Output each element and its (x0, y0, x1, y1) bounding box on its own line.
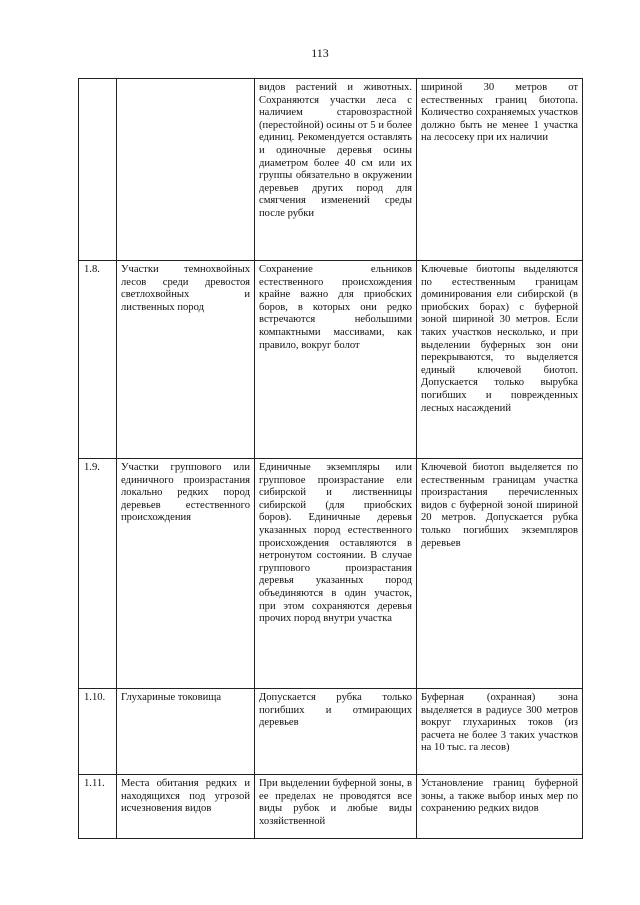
biotope-cell: Ключевой биотоп выделяется по естественным границам участка произрастания перечисленных видов с буферной зоной шириной 20 метров. Допускается рубка только погибших экземпляров деревьев (417, 459, 583, 689)
biotope-cell: Установление границ буферной зоны, а также выбор иных мер по сохранению редких видов (417, 775, 583, 839)
row-number-cell: 1.9. (79, 459, 117, 689)
object-cell: Участки темнохвойных лесов среди древостоя светлохвойных и лиственных пород (117, 261, 255, 459)
object-cell: Глухариные токовища (117, 689, 255, 775)
object-cell (117, 79, 255, 261)
measures-cell: Допускается рубка только погибших и отмирающих деревьев (255, 689, 417, 775)
biotope-cell: Ключевые биотопы выделяются по естественным границам доминирования ели сибирской (в приобских борах) с буферной зоной шириной 30 метров. Если таких участков несколько, и при выделении буферных зон они перекрываются, то выделяется единый ключевой биотоп. Допускается только вырубка погибших и поврежденных лесных насаждений (417, 261, 583, 459)
object-cell: Участки группового или единичного произрастания локально редких пород деревьев естественного происхождения (117, 459, 255, 689)
row-number-cell: 1.11. (79, 775, 117, 839)
table-row (79, 775, 583, 839)
table-row (79, 79, 583, 261)
biotope-table (78, 78, 583, 839)
row-number-cell: 1.8. (79, 261, 117, 459)
page-number: 113 (311, 46, 329, 60)
table-row (79, 459, 583, 689)
biotope-cell: Буферная (охранная) зона выделяется в радиусе 300 метров вокруг глухариных токов (из расчета не более 3 таких участков на 10 тыс. га лесов) (417, 689, 583, 775)
row-number-cell (79, 79, 117, 261)
row-number-cell: 1.10. (79, 689, 117, 775)
measures-cell: видов растений и животных. Сохраняются участки леса с наличием старовозрастной (перестойной) осины от 5 и более единиц. Рекомендуется оставлять и одиночные деревья осины диаметром более 40 см или их группы обязательно в окружении деревьев других пород для смягчения изменений среды после рубки (255, 79, 417, 261)
measures-cell: Сохранение ельников естественного происхождения крайне важно для приобских боров, в которых они редко встречаются небольшими компактными массивами, как правило, вокруг болот (255, 261, 417, 459)
object-cell: Места обитания редких и находящихся под угрозой исчезновения видов (117, 775, 255, 839)
biotope-cell: шириной 30 метров от естественных границ биотопа. Количество сохраняемых участков должно быть не менее 1 участка на лесосеку при их наличии (417, 79, 583, 261)
measures-cell: При выделении буферной зоны, в ее пределах не проводятся все виды рубок и любые виды хозяйственной (255, 775, 417, 839)
table-row (79, 261, 583, 459)
table-row (79, 689, 583, 775)
measures-cell: Единичные экземпляры или групповое произрастание ели сибирской и лиственницы сибирской (для приобских боров). Единичные деревья указанных пород естественного происхождения оставляются в нетронутом состоянии. В случае группового произрастания деревья указанных пород объединяются в один участок, при этом сохраняются деревья прочих пород внутри участка (255, 459, 417, 689)
